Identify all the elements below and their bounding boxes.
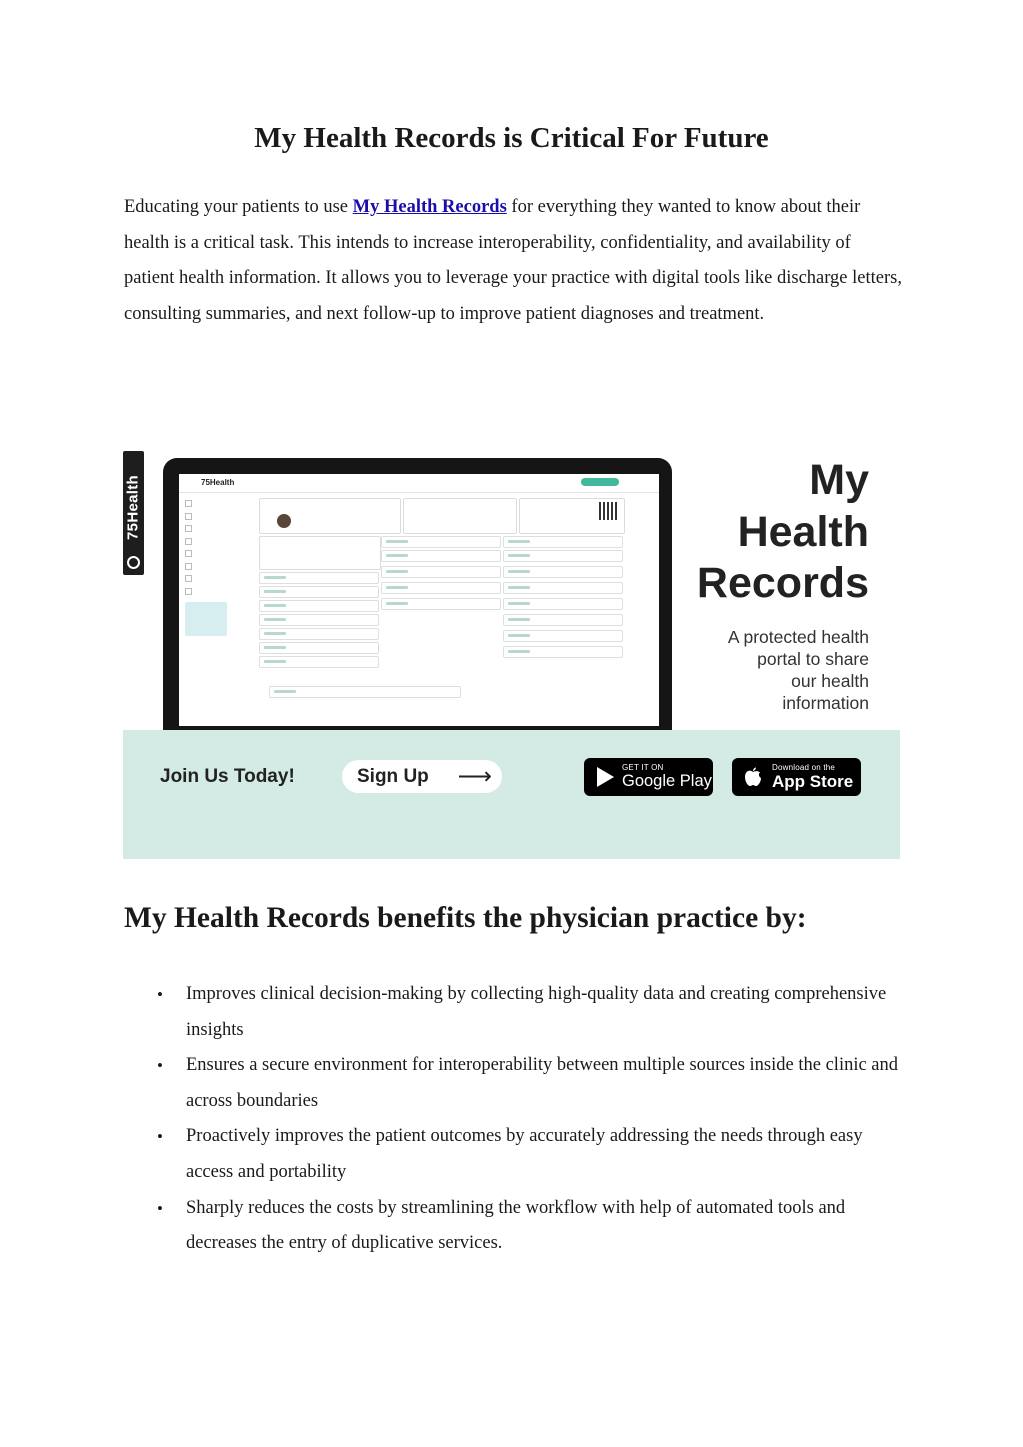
app-screenshot — [179, 474, 659, 726]
benefits-title: My Health Records benefits the physician practice by: — [124, 902, 807, 934]
app-row — [259, 628, 379, 640]
intro-text-before: Educating your patients to use — [124, 197, 353, 217]
app-sidebar-item — [185, 525, 245, 538]
app-store-button[interactable] — [732, 758, 861, 796]
brand-logo-icon — [127, 556, 140, 569]
app-sidebar-item — [185, 575, 245, 588]
app-row — [503, 582, 623, 594]
banner-headline-line: Records — [696, 559, 869, 607]
list-item: • Ensures a secure environment for interoperability between multiple sources inside the clinic and across boundaries — [124, 1048, 904, 1119]
app-row — [381, 598, 501, 610]
banner-headline — [683, 455, 869, 610]
brand-vertical-tab — [123, 451, 144, 575]
benefits-list — [124, 977, 904, 1262]
app-row — [503, 598, 623, 610]
google-play-large-text: Google Play — [622, 772, 712, 790]
google-play-icon — [594, 766, 616, 788]
banner-headline-line: Health — [737, 507, 869, 556]
app-row — [503, 550, 623, 562]
patient-avatar — [277, 514, 291, 528]
app-vital-card — [259, 536, 381, 570]
my-health-records-link[interactable]: My Health Records — [352, 197, 507, 217]
app-row — [259, 642, 379, 654]
google-play-button[interactable] — [584, 758, 713, 796]
app-store-large-text: App Store — [772, 772, 854, 791]
banner-subtitle-line: our health — [791, 670, 869, 691]
app-row — [381, 582, 501, 594]
app-row — [503, 646, 623, 658]
banner-subtitle-line: portal to share — [757, 648, 869, 669]
app-sidebar — [185, 500, 245, 600]
sign-up-button[interactable] — [342, 760, 502, 793]
intro-text-after: for everything they wanted to know about their health is a critical task. This intends to increase interoperability, confidentiality, and availability of patient health information. It allows you to leverage your practice with digital tools like discharge letters, consulting summaries, and next follow-up to improve patient diagnoses and treatment. — [124, 197, 902, 324]
app-row — [503, 614, 623, 626]
join-us-text: Join Us Today! — [160, 766, 295, 787]
banner-tagline — [683, 455, 869, 714]
banner-subtitle-line: A protected health — [727, 626, 869, 647]
app-followup-card — [403, 498, 517, 534]
long-right-arrow-icon: ⟶ — [457, 763, 492, 790]
app-sidebar-item — [185, 563, 245, 576]
app-row — [259, 586, 379, 598]
google-play-small-text: GET IT ON — [622, 763, 664, 772]
banner-headline-line: My — [809, 456, 869, 504]
app-row — [259, 600, 379, 612]
intro-paragraph — [124, 190, 904, 332]
app-row — [259, 572, 379, 584]
banner-subtitle — [683, 626, 869, 714]
app-row — [503, 536, 623, 548]
app-sidebar-item — [185, 500, 245, 513]
banner-subtitle-line: information — [782, 692, 869, 713]
qr-code-icon — [599, 502, 617, 520]
app-row — [259, 614, 379, 626]
app-store-small-text: Download on the — [772, 763, 836, 772]
app-row — [381, 566, 501, 578]
app-sidebar-note — [185, 602, 227, 636]
app-row — [381, 550, 501, 562]
list-item: • Improves clinical decision-making by collecting high-quality data and creating comprehensive insights — [124, 977, 904, 1048]
app-sidebar-item — [185, 588, 245, 601]
app-topbar — [179, 474, 659, 493]
list-item: • Proactively improves the patient outcomes by accurately addressing the needs through easy access and portability — [124, 1119, 904, 1190]
laptop-mockup — [163, 458, 672, 738]
page-title: My Health Records is Critical For Future — [254, 122, 769, 154]
app-sidebar-item — [185, 513, 245, 526]
brand-vertical-text: 75Health — [124, 475, 142, 540]
app-logo: 75Health — [201, 478, 235, 487]
sign-up-label: Sign Up — [357, 766, 429, 787]
apple-icon — [742, 766, 764, 788]
app-row — [503, 630, 623, 642]
app-action-pill — [581, 478, 619, 486]
app-row — [381, 536, 501, 548]
app-sidebar-item — [185, 538, 245, 551]
list-item: • Sharply reduces the costs by streamlining the workflow with help of automated tools and decreases the entry of duplicative services. — [124, 1191, 904, 1262]
app-row — [259, 656, 379, 668]
app-sidebar-item — [185, 550, 245, 563]
app-row — [503, 566, 623, 578]
promo-banner — [123, 449, 900, 859]
app-toolbar-row — [269, 686, 461, 698]
